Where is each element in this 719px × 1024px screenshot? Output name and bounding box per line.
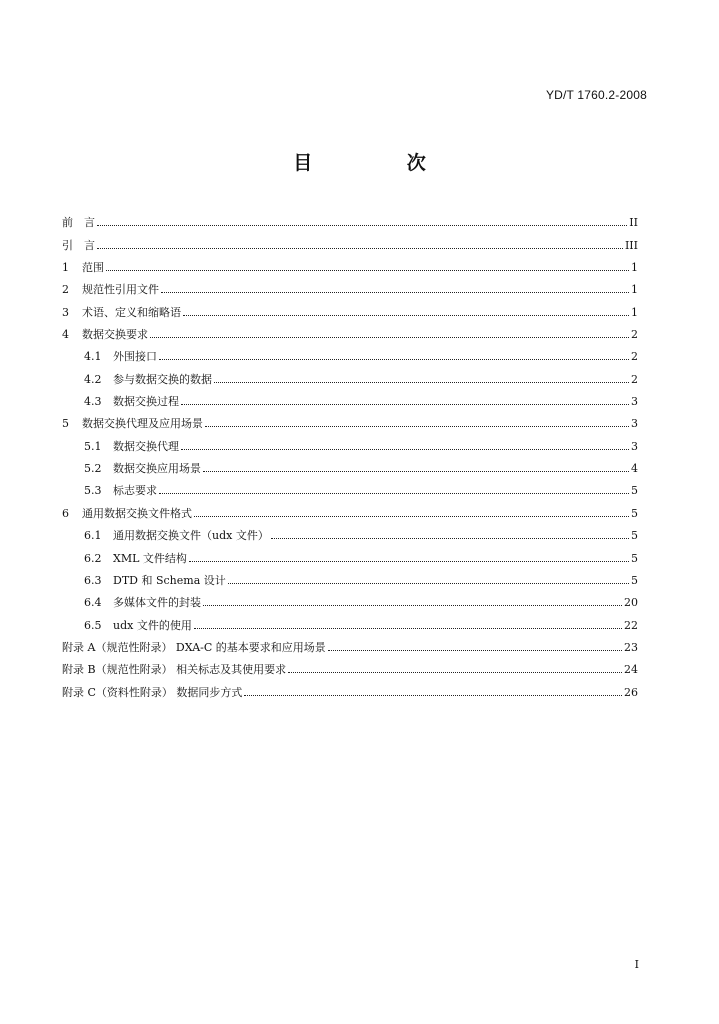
toc-entry-title: 参与数据交换的数据	[113, 372, 212, 386]
toc-entry-number: 5.2	[84, 462, 102, 476]
toc-entry[interactable]	[62, 586, 638, 608]
toc-dot-leader	[106, 270, 629, 271]
toc-entry-number: 6.5	[84, 618, 102, 632]
toc-dot-leader	[203, 471, 629, 472]
toc-entry-page: 3	[631, 417, 638, 431]
toc-entry-number: 1	[62, 261, 69, 275]
toc-entry-page: 2	[631, 328, 638, 342]
toc-dot-leader	[150, 337, 629, 338]
page-number: I	[634, 958, 639, 971]
toc-entry-page: 5	[631, 529, 638, 543]
toc-entry-title: 规范性引用文件	[82, 283, 159, 297]
toc-entry[interactable]	[62, 675, 638, 697]
toc-dot-leader	[244, 695, 622, 696]
toc-entry-title: 范围	[82, 261, 104, 275]
toc-entry[interactable]	[62, 474, 638, 496]
toc-dot-leader	[183, 315, 629, 316]
toc-entry-title: 附录 C（资料性附录） 数据同步方式	[62, 685, 243, 699]
toc-entry[interactable]	[62, 340, 638, 362]
toc-dot-leader	[271, 538, 629, 539]
toc-entry-number: 6.2	[84, 551, 102, 565]
toc-entry-page: 22	[624, 618, 638, 632]
toc-entry-title: 数据交换过程	[113, 395, 179, 409]
toc-entry-page: 20	[624, 596, 638, 610]
toc-entry-number: 4	[62, 328, 69, 342]
toc-entry-number: 4.1	[84, 350, 102, 364]
toc-entry-page: 23	[624, 640, 638, 654]
toc-entry-title: 数据交换代理	[113, 439, 179, 453]
toc-entry-page: 24	[624, 663, 638, 677]
toc-dot-leader	[194, 628, 622, 629]
toc-entry-page: 4	[631, 462, 638, 476]
toc-dot-leader	[181, 404, 629, 405]
toc-entry-page: 2	[631, 350, 638, 364]
toc-entry-title: DTD 和 Schema 设计	[113, 573, 226, 587]
toc-entry[interactable]	[62, 429, 638, 451]
toc-dot-leader	[203, 605, 622, 606]
toc-entry[interactable]	[62, 228, 638, 250]
toc-entry[interactable]	[62, 653, 638, 675]
toc-entry-number: 6.1	[84, 529, 102, 543]
toc-entry-title: 数据交换代理及应用场景	[82, 417, 203, 431]
toc-entry-title: 数据交换应用场景	[113, 462, 201, 476]
toc-entry[interactable]	[62, 608, 638, 630]
toc-entry-title: 外围接口	[113, 350, 157, 364]
toc-entry-number: 6.3	[84, 573, 102, 587]
page-title: 目 次	[293, 152, 470, 174]
toc-entry[interactable]	[62, 519, 638, 541]
toc-entry-page: 5	[631, 506, 638, 520]
toc-entry[interactable]	[62, 452, 638, 474]
toc-entry-page: 1	[631, 261, 638, 275]
toc-dot-leader	[194, 516, 629, 517]
toc-dot-leader	[159, 359, 629, 360]
toc-dot-leader	[159, 493, 629, 494]
toc-entry-title: udx 文件的使用	[113, 618, 192, 632]
toc-entry-page: 26	[624, 685, 638, 699]
toc-entry[interactable]	[62, 407, 638, 429]
toc-entry-page: 5	[631, 484, 638, 498]
toc-entry-title: 通用数据交换文件格式	[82, 506, 192, 520]
toc-entry-page: 1	[631, 305, 638, 319]
toc-dot-leader	[189, 561, 629, 562]
toc-entry[interactable]	[62, 362, 638, 384]
toc-dot-leader	[97, 248, 623, 249]
toc-entry-number: 4.3	[84, 395, 102, 409]
toc-entry-number: 2	[62, 283, 69, 297]
toc-entry-page: 5	[631, 573, 638, 587]
toc-entry-title: 多媒体文件的封装	[113, 596, 201, 610]
toc-entry-title: 附录 B（规范性附录） 相关标志及其使用要求	[62, 663, 287, 677]
toc-entry-number: 6.4	[84, 596, 102, 610]
toc-entry-page: 2	[631, 372, 638, 386]
toc-dot-leader	[288, 672, 622, 673]
toc-entry-title: 前 言	[62, 216, 95, 230]
toc-dot-leader	[328, 650, 622, 651]
toc-entry-page: III	[624, 238, 638, 252]
toc-dot-leader	[97, 225, 627, 226]
toc-entry[interactable]	[62, 385, 638, 407]
toc-entry-title: 数据交换要求	[82, 328, 148, 342]
toc-entry-title: 通用数据交换文件（udx 文件）	[113, 529, 269, 543]
toc-entry-title: 术语、定义和缩略语	[82, 305, 181, 319]
toc-entry-page: 3	[631, 395, 638, 409]
toc-entry-title: XML 文件结构	[113, 551, 187, 565]
toc-entry[interactable]	[62, 631, 638, 653]
toc-entry-title: 标志要求	[113, 484, 157, 498]
toc-entry-title: 引 言	[62, 238, 95, 252]
toc-entry-number: 4.2	[84, 372, 102, 386]
toc-entry[interactable]	[62, 206, 638, 228]
toc-dot-leader	[228, 583, 629, 584]
document-code: YD/T 1760.2-2008	[545, 88, 647, 102]
toc-dot-leader	[181, 449, 629, 450]
toc-entry-page: 1	[631, 283, 638, 297]
toc-entry[interactable]	[62, 318, 638, 340]
toc-entry[interactable]	[62, 496, 638, 518]
toc-entry-number: 5.3	[84, 484, 102, 498]
toc-entry[interactable]	[62, 564, 638, 586]
toc-entry[interactable]	[62, 251, 638, 273]
toc-entry-page: 5	[631, 551, 638, 565]
toc-entry-page: 3	[631, 439, 638, 453]
toc-entry[interactable]	[62, 295, 638, 317]
toc-dot-leader	[214, 382, 629, 383]
toc-entry-number: 3	[62, 305, 69, 319]
toc-entry[interactable]	[62, 541, 638, 563]
table-of-contents	[62, 206, 638, 698]
toc-entry-number: 5.1	[84, 439, 102, 453]
toc-entry[interactable]	[62, 273, 638, 295]
toc-entry-title: 附录 A（规范性附录） DXA-C 的基本要求和应用场景	[62, 640, 326, 654]
toc-entry-page: II	[629, 216, 638, 230]
toc-dot-leader	[205, 426, 629, 427]
toc-dot-leader	[161, 292, 629, 293]
toc-entry-number: 6	[62, 506, 69, 520]
toc-entry-number: 5	[62, 417, 69, 431]
